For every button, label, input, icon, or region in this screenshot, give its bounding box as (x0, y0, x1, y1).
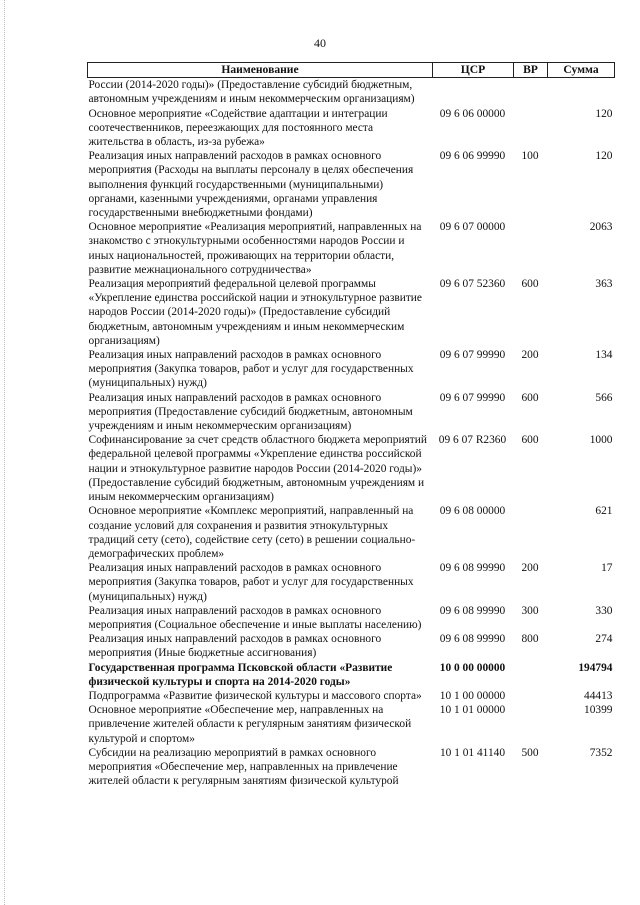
page-edge-marks (4, 0, 6, 905)
cell-sum: 621 (595, 505, 613, 518)
cell-vr (514, 107, 548, 150)
cell-name: Реализация иных направлений расходов в рамках основного мероприятия (Закупка товаров, работ и услуг для государственных (муниципальных) нужд) (88, 562, 414, 603)
cell-sum: 7352 (589, 746, 613, 759)
cell-vr: 200 (521, 562, 539, 575)
table-row (88, 746, 615, 789)
header-sum: Сумма (548, 63, 615, 78)
cell-sum: 120 (595, 107, 613, 120)
cell-sum: 1000 (589, 434, 613, 447)
cell-name: России (2014-2020 годы)» (Предоставление субсидий бюджетным, автономным учреждениям и иным некоммерческим организациям) (88, 79, 415, 106)
cell-name: Основное мероприятие «Реализация мероприятий, направленных на знакомство с этнокультурными особенностями народов России и иных национальностей, проживающих на территории области, развитие межнационального сотрудничества» (88, 221, 422, 276)
cell-csr: 09 6 07 99990 (439, 349, 506, 362)
cell-vr (514, 504, 548, 561)
cell-csr: 09 6 08 99990 (439, 604, 506, 617)
cell-csr: 10 1 01 41140 (439, 746, 506, 759)
cell-vr: 800 (521, 633, 539, 646)
cell-sum: 44413 (584, 689, 613, 702)
table-body (88, 78, 615, 789)
cell-csr: 10 1 01 00000 (439, 704, 506, 717)
cell-name: Основное мероприятие «Комплекс мероприятий, направленный на создание условий для сохранения и развития этнокультурных традиций сету (сето), содействие сету (сето) в решении социально-демографических проблем» (88, 505, 416, 560)
cell-name: Реализация иных направлений расходов в рамках основного мероприятия (Закупка товаров, работ и услуг для государственных (муниципальных) нужд) (88, 349, 414, 390)
cell-csr: 10 0 00 00000 (439, 661, 506, 674)
cell-sum: 363 (595, 278, 613, 291)
cell-sum: 134 (595, 349, 613, 362)
cell-csr: 10 1 00 00000 (439, 689, 506, 702)
cell-name: Софинансирование за счет средств областного бюджета мероприятий федеральной целевой программы «Укрепление единства российской нации и этнокультурное развитие народов России (2014-2020 годы)» (Предоставление субсидий бюджетным, автономным учреждениям и иным некоммерческим организациям) (88, 434, 427, 504)
cell-name: Основное мероприятие «Содействие адаптации и интеграции соотечественников, переезжающих для постоянного места жительства в область, из-за рубежа» (88, 107, 388, 149)
table-row (88, 107, 615, 150)
cell-sum: 2063 (589, 221, 613, 234)
budget-table (87, 62, 615, 788)
header-csr: ЦСР (433, 63, 514, 78)
cell-csr (433, 78, 514, 107)
cell-vr: 100 (521, 150, 539, 163)
cell-csr: 09 6 07 99990 (439, 391, 506, 404)
cell-csr: 09 6 08 99990 (439, 633, 506, 646)
cell-sum: 566 (595, 391, 613, 404)
cell-name: Реализация иных направлений расходов в рамках основного мероприятия (Предоставление субсидий бюджетным, автономным учреждениям и иным некоммерческим организациям) (88, 391, 413, 433)
table-row (88, 433, 615, 504)
cell-vr (514, 220, 548, 277)
table-row (88, 277, 615, 348)
cell-sum (548, 78, 615, 107)
header-name: Наименование (88, 63, 433, 78)
table-row (88, 661, 615, 689)
cell-vr: 600 (521, 434, 539, 447)
cell-sum: 274 (595, 633, 613, 646)
cell-sum: 194794 (578, 661, 613, 674)
header-vr: ВР (514, 63, 548, 78)
cell-name: Реализация иных направлений расходов в рамках основного мероприятия (Иные бюджетные ассигнования) (88, 633, 382, 660)
cell-name: Подпрограмма «Развитие физической культуры и массового спорта» (88, 689, 422, 702)
cell-name: Реализация иных направлений расходов в рамках основного мероприятия (Расходы на выплаты персоналу в целях обеспечения выполнения функций государственными (муниципальными) органами, казенными учреждениями, органами управления государственными внебюджетными фондами) (88, 150, 414, 220)
cell-sum: 120 (595, 150, 613, 163)
table-row (88, 632, 615, 660)
cell-vr: 600 (521, 391, 539, 404)
table-header-row (88, 63, 615, 78)
table-row (88, 689, 615, 703)
table-row (88, 78, 615, 107)
cell-sum: 330 (595, 604, 613, 617)
cell-vr: 600 (521, 278, 539, 291)
cell-name: Основное мероприятие «Обеспечение мер, направленных на привлечение жителей области к регулярным занятиям физической культурой и спортом» (88, 704, 412, 745)
table-row (88, 220, 615, 277)
cell-vr (514, 703, 548, 746)
table-row (88, 391, 615, 434)
cell-name: Субсидии на реализацию мероприятий в рамках основного мероприятия «Обеспечение мер, направленных на привлечение жителей области к регулярным занятиям физической культурой (88, 746, 399, 788)
cell-vr (514, 661, 548, 689)
cell-csr: 09 6 07 00000 (439, 221, 506, 234)
page-number: 40 (314, 36, 326, 50)
table-row (88, 703, 615, 746)
cell-csr: 09 6 06 99990 (439, 150, 506, 163)
table-row (88, 604, 615, 632)
cell-csr: 09 6 08 99990 (439, 562, 506, 575)
cell-vr: 200 (521, 349, 539, 362)
cell-sum: 10399 (584, 704, 613, 717)
table-row (88, 149, 615, 220)
cell-vr: 500 (521, 746, 539, 759)
cell-sum: 17 (601, 562, 613, 575)
cell-csr: 09 6 07 R2360 (438, 434, 507, 447)
cell-vr: 300 (521, 604, 539, 617)
cell-csr: 09 6 08 00000 (439, 505, 506, 518)
cell-csr: 09 6 06 00000 (439, 107, 506, 120)
cell-vr (514, 78, 548, 107)
table-row (88, 504, 615, 561)
cell-name: Государственная программа Псковской области «Развитие физической культуры и спорта на 2014-2020 годы» (88, 661, 393, 688)
cell-name: Реализация мероприятий федеральной целевой программы «Укрепление единства российской нации и этнокультурное развитие народов России (2014-2020 годы)» (Предоставление субсидий бюджетным, автономным учреждениям и иным некоммерческим организациям) (88, 278, 422, 347)
cell-name: Реализация иных направлений расходов в рамках основного мероприятия (Социальное обеспечение и иные выплаты населению) (88, 604, 422, 631)
cell-csr: 09 6 07 52360 (439, 278, 506, 291)
cell-vr (514, 689, 548, 703)
table-row (88, 561, 615, 604)
table-row (88, 348, 615, 391)
